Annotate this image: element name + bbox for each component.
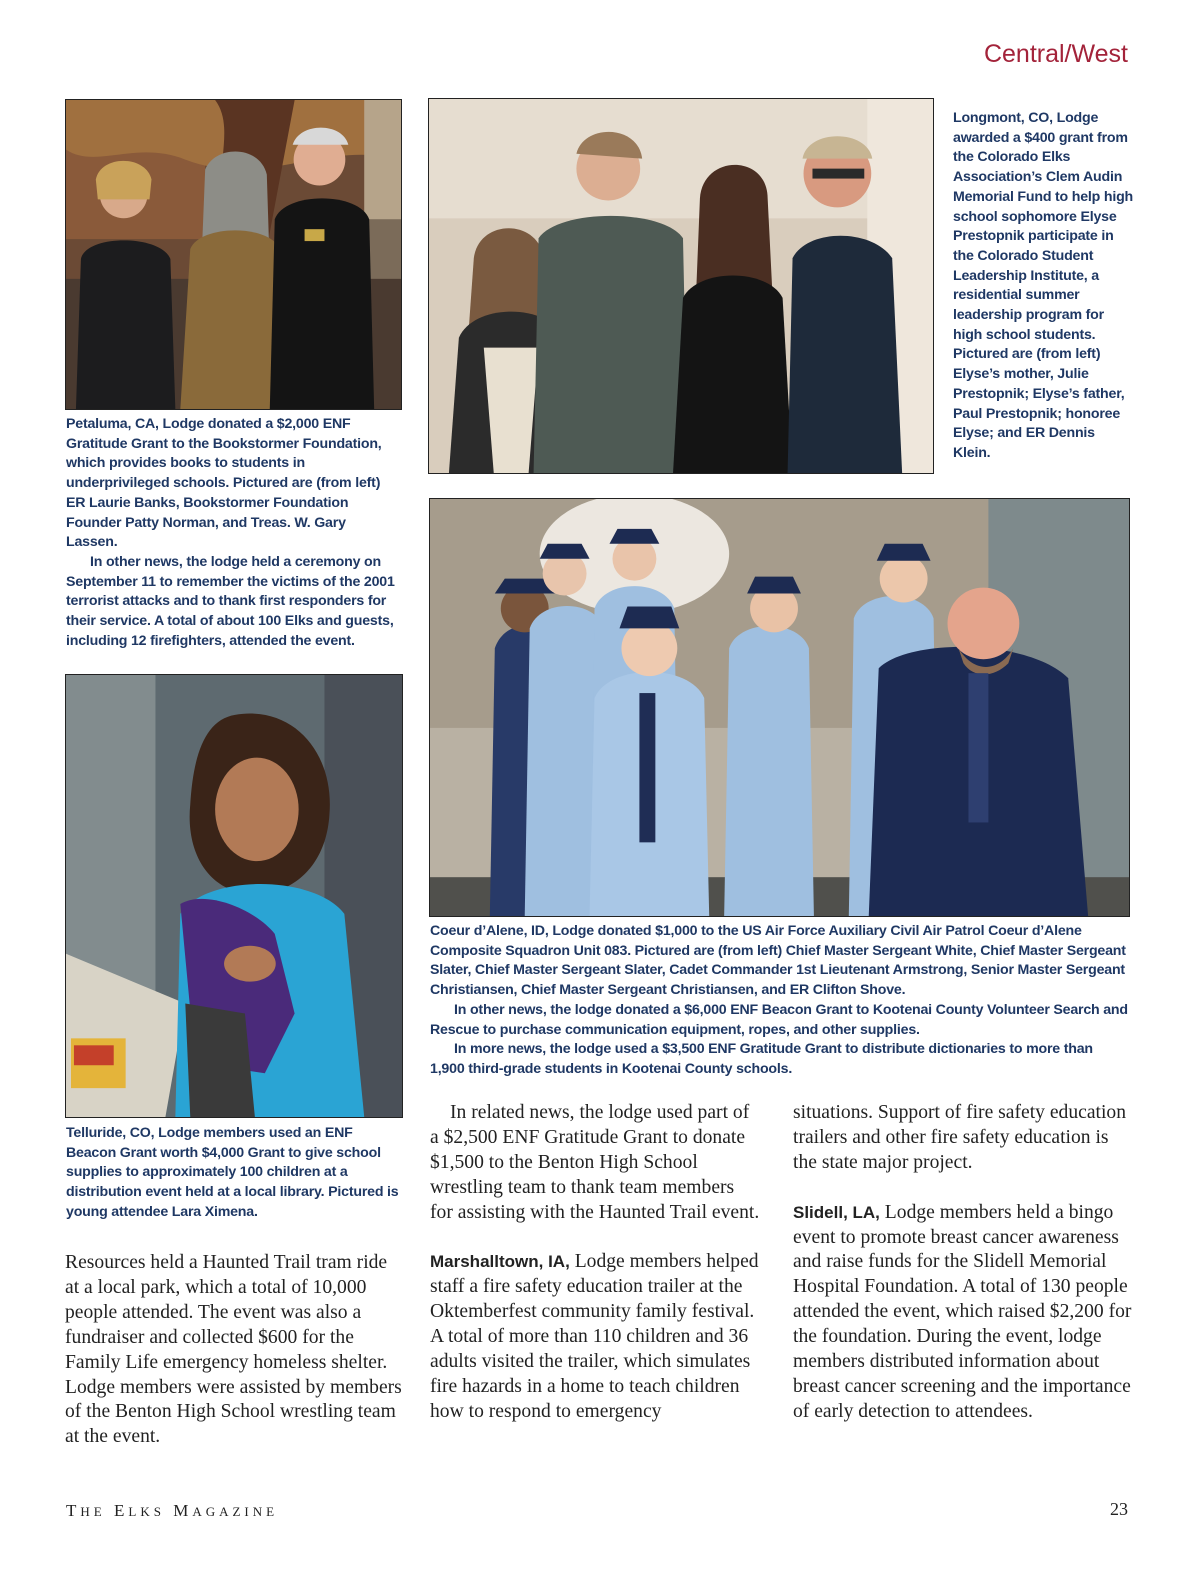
body-lead-location: Slidell, LA, [793,1202,880,1222]
caption-longmont [953,109,1135,464]
caption-text: Lodge awarded a $400 grant from the Colorado Elks Association’s Clem Audin Memorial Fund to help high school sophomore Elyse Prestopnik participate in the Colorado Student Leadership Institute, a residential summer leadership program for high school students. Pictured are (from left) Elyse’s mother, Julie Prestopnik; Elyse’s father, Paul Prestopnik; honoree Elyse; and ER Dennis Klein. [953,110,1134,461]
body-paragraph: Resources held a Haunted Trail tram ride at a local park, which a total of 10,000 people attended. The event was also a fundraiser and collected $600 for the Family Life emergency homeless shelter. Lodge members were assisted by members of the Benton High School wrestling team at the event. [65,1252,402,1448]
caption-text: Lodge donated $1,000 to the US Air Force Auxiliary Civil Air Patrol Coeur d’Alene Composite Squadron Unit 083. Pictured are (from left) Chief Master Sergeant White, Chief Master Sergeant Slater, Chief Master Sergeant Slater, Cadet Commander 1st Lieutenant Armstrong, Senior Master Sergeant Christiansen, Chief Master Sergeant Christiansen, and ER Clifton Shove. [430,923,1126,999]
body-paragraph: In related news, the lodge used part of a $2,500 ENF Gratitude Grant to donate $1,500 to the Benton High School wrestling team to thank team members for assisting with the Haunted Trail event. [430,1102,760,1223]
photo-coeur-dalene [429,498,1130,917]
caption-text: Lodge members used an ENF Beacon Grant worth $4,000 Grant to give school supplies to approximately 100 children at a distribution event held at a local library. Pictured is young attendee Lara Ximena. [66,1125,399,1220]
body-lead-location: Marshalltown, IA, [430,1252,570,1272]
photo-longmont [428,98,934,474]
body-column-1 [65,1251,403,1450]
caption-text: Lodge donated a $2,000 ENF Gratitude Grant to the Bookstormer Foundation, which provides books to students in underprivileged schools. Pictured are (from left) ER Laurie Banks, Bookstormer Foundation Founder Patty Norman, and Treas. W. Gary Lassen. [66,416,382,551]
body-column-3 [793,1101,1133,1425]
caption-more: In more news, the lodge used a $3,500 ENF Gratitude Grant to distribute dictionaries to more than 1,900 third-grade students in Kootenai County schools. [430,1041,1093,1077]
caption-more: In other news, the lodge held a ceremony on September 11 to remember the victims of the 2001 terrorist attacks and to thank first responders for their service. A total of about 100 Elks and guests, including 12 firefighters, attended the event. [66,553,395,649]
caption-coeur-dalene [430,922,1130,1080]
caption-telluride [66,1124,401,1223]
photo-telluride [65,674,403,1118]
body-paragraph: Lodge members helped staff a fire safety education trailer at the Oktemberfest community family festival. A total of more than 110 children and 36 adults visited the trailer, which simulates fire hazards in a home to teach children how to respond to emergency [430,1251,759,1422]
caption-petaluma [66,415,398,651]
photo-petaluma [65,99,402,410]
body-paragraph: Lodge members held a bingo event to promote breast cancer awareness and raise funds for the Slidell Memorial Hospital Foundation. A total of 130 people attended the event, which raised $2,200 for the foundation. During the event, lodge members distributed information about breast cancer screening and the importance of early detection to attendees. [793,1201,1132,1422]
caption-location: Petaluma, CA, [66,416,159,432]
caption-location: Telluride, CO, [66,1125,155,1141]
caption-location: Coeur d’Alene, ID, [430,923,549,939]
caption-location: Longmont, CO, [953,110,1053,126]
caption-more: In other news, the lodge donated a $6,000 ENF Beacon Grant to Kootenai County Volunteer Search and Rescue to purchase communication equipment, ropes, and other supplies. [430,1001,1128,1038]
body-paragraph: situations. Support of fire safety education trailers and other fire safety education is the state major project. [793,1102,1127,1173]
section-title: Central/West [983,40,1128,68]
page-number: 23 [1110,1499,1128,1519]
body-column-2 [430,1101,760,1425]
magazine-title: THE ELKS MAGAZINE [66,1501,279,1520]
